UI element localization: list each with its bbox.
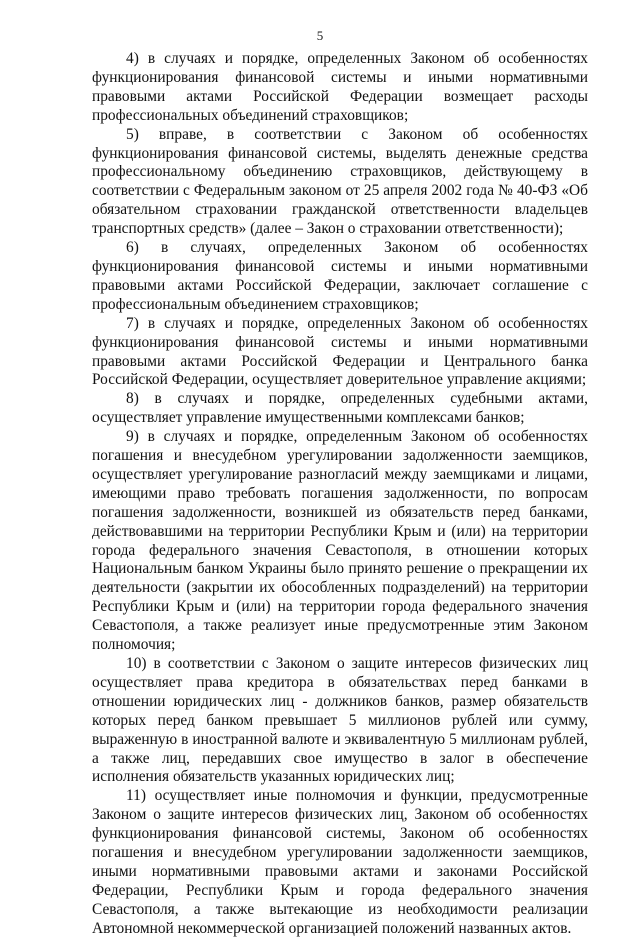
paragraph-item-9: 9) в случаях и порядке, определенным Законом об особенностях погашения и внесудебном урегулировании задолженности заемщиков, осуществляет урегулирование разногласий между заемщиками и лицами, имеющими право требовать погашения задолженности, по вопросам погашения задолженности, возникшей из обязательств перед банками, действовавшими на территории Республики Крым и (или) на территории города федерального значения Севастополя, в отношении которых Национальным банком Украины было принято решение о прекращении их деятельности (закрытии их обособленных подразделений) на территории Республики Крым и (или) на территории города федерального значения Севастополя, а также реализует иные предусмотренные этим Законом полномочия; [92, 428, 588, 654]
paragraph-item-6: 6) в случаях, определенных Законом об особенностях функционирования финансовой системы и иными нормативными правовыми актами Российской Федерации, заключает соглашение с профессиональным объединением страховщиков; [92, 239, 588, 313]
paragraph-item-5: 5) вправе, в соответствии с Законом об особенностях функционирования финансовой системы, выделять денежные средства профессиональному объединению страховщиков, действующему в соответствии с Федеральным законом от 25 апреля 2002 года № 40-ФЗ «Об обязательном страховании гражданской ответственности владельцев транспортных средств» (далее – Закон о страховании ответственности); [92, 125, 588, 238]
paragraph-item-11: 11) осуществляет иные полномочия и функции, предусмотренные Законом о защите интересов физических лиц, Законом об особенностях функционирования финансовой системы, Законом об особенностях погашения и внесудебном урегулировании задолженности заемщиков, иными нормативными правовыми актами и законами Российской Федерации, Республики Крым и города федерального значения Севастополя, а также вытекающие из необходимости реализации Автономной некоммерческой организацией положений названных актов. [92, 787, 588, 937]
paragraph-item-7: 7) в случаях и порядке, определенных Законом об особенностях функционирования финансовой системы и иными нормативными правовыми актами Российской Федерации и Центрального банка Российской Федерации, осуществляет доверительное управление акциями; [92, 314, 588, 389]
paragraph-item-4: 4) в случаях и порядке, определенных Законом об особенностях функционирования финансовой системы и иными нормативными правовыми актами Российской Федерации возмещает расходы профессиональных объединений страховщиков; [92, 50, 588, 124]
paragraph-item-10: 10) в соответствии с Законом о защите интересов физических лиц осуществляет права кредитора в обязательствах перед банками в отношении юридических лиц - должников банков, размер обязательств которых перед банком превышает 5 миллионов рублей или сумму, выраженную в иностранной валюте и эквивалентную 5 миллионам рублей, а также лиц, передавших свое имущество в залог в обеспечение исполнения обязательств указанных юридических лиц; [92, 655, 588, 786]
page-number: 5 [316, 28, 324, 43]
body-text [92, 50, 588, 939]
paragraph-item-8: 8) в случаях и порядке, определенных судебными актами, осуществляет управление имущественными комплексами банков; [92, 390, 588, 427]
